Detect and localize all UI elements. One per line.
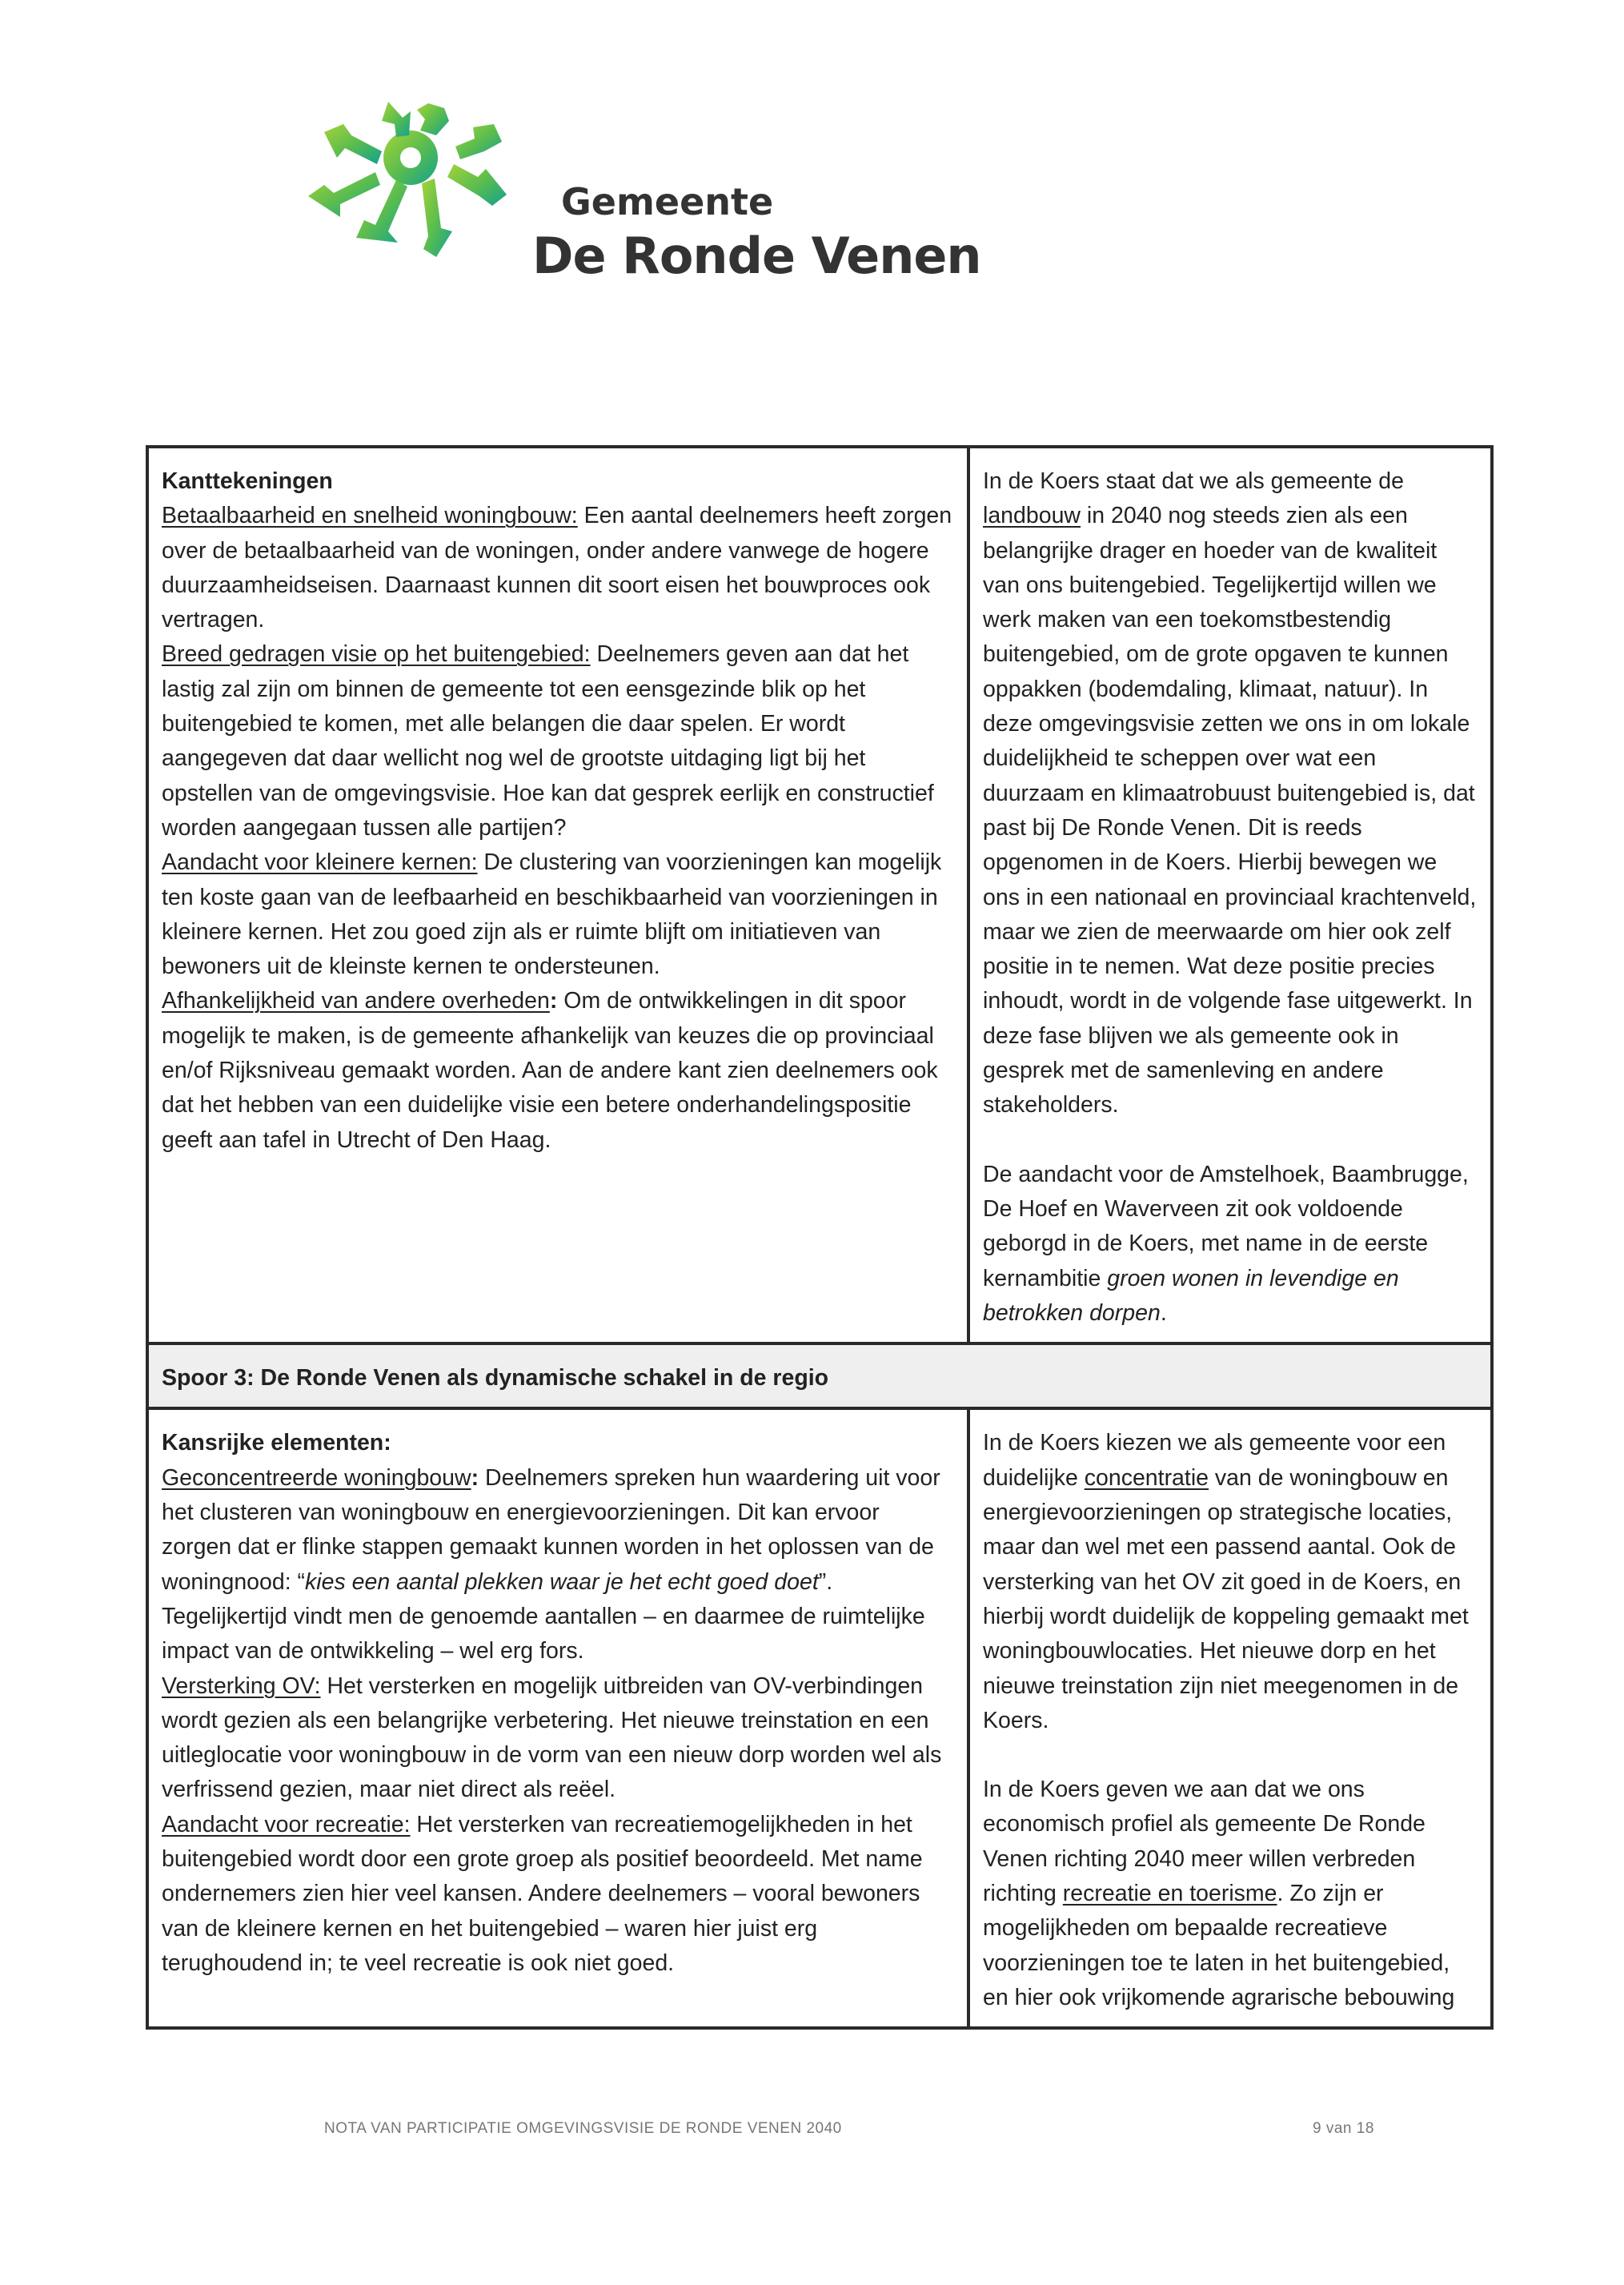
italic-term: groen wonen in levendige en betrokken dorpen bbox=[983, 1265, 1399, 1326]
response-paragraph bbox=[983, 1426, 1478, 1738]
table-row bbox=[147, 1408, 1492, 2028]
list-item bbox=[162, 503, 952, 632]
item-text: ”. Tegelijkertijd vindt men de genoemde aantallen – en daarmee de ruimtelijke impact van de ontwikkeling – wel erg fors. bbox=[162, 1568, 925, 1665]
item-text: Om de ontwikkelingen in dit spoor mogelijk te maken, is de gemeente afhankelijk van keuzes die op provinciaal en/of Rijksniveau gemaakt worden. Aan de andere kant zien deelnemers ook dat het hebben van een duidelijke visie een betere onderhandelingspositie geeft aan tafel in Utrecht of Den Haag. bbox=[162, 988, 938, 1153]
item-title: Afhankelijkheid van andere overheden bbox=[162, 988, 550, 1014]
item-text: Het versterken van recreatiemogelijkheden in het buitengebied wordt door een grote groep als positief beoordeeld. Met name ondernemers zien hier veel kansen. Andere deelnemers – vooral bewoners van de kleinere kernen en het buitengebied – waren hier juist erg terughoudend in; te veel recreatie is ook niet goed. bbox=[162, 1811, 923, 1976]
item-text: Een aantal deelnemers heeft zorgen over de betaalbaarheid van de woningen, onder andere vanwege de hogere duurzaamheidseisen. Daarnaast kunnen dit soort eisen het bouwproces ook vertragen. bbox=[162, 503, 952, 633]
underlined-term: concentratie bbox=[1084, 1464, 1209, 1491]
underlined-term: recreatie en toerisme bbox=[1062, 1880, 1277, 1906]
cell-heading: Kansrijke elementen: bbox=[162, 1430, 391, 1456]
logo-wordmark bbox=[532, 178, 981, 287]
participation-table bbox=[146, 445, 1494, 2030]
table-row bbox=[147, 447, 1492, 1343]
footer-page-number: 9 van 18 bbox=[1313, 2120, 1374, 2137]
response-paragraph bbox=[983, 1158, 1478, 1331]
list-item bbox=[162, 1465, 940, 1664]
text-span: In de Koers geven we aan dat we ons economisch profiel als gemeente De Ronde Venen richting 2040 meer willen verbreden richting bbox=[983, 1777, 1426, 1906]
gemeente-logo-icon bbox=[308, 100, 516, 260]
item-text: Het versterken en mogelijk uitbreiden van OV-verbindingen wordt gezien als een belangrijke verbetering. Het nieuwe treinstation en een uitleglocatie voor woningbouw in de vorm van een nieuw dorp worden wel als verfrissend gezien, maar niet direct als reëel. bbox=[162, 1673, 942, 1803]
italic-quote: kies een aantal plekken waar je het echt goed doet bbox=[305, 1568, 819, 1595]
list-item bbox=[162, 1673, 941, 1803]
list-item bbox=[162, 641, 934, 840]
underlined-term: landbouw bbox=[983, 503, 1081, 529]
text-span: . Zo zijn er mogelijkheden om bepaalde recreatieve voorzieningen toe te laten in het buitengebied, en hier ook vrijkomende agrarische bebouwing bbox=[983, 1880, 1455, 2010]
item-title: Breed gedragen visie op het buitengebied: bbox=[162, 641, 591, 668]
response-cell bbox=[968, 447, 1492, 1343]
text-span: . bbox=[1160, 1299, 1167, 1326]
response-paragraph bbox=[983, 1773, 1478, 2015]
list-item bbox=[162, 1812, 923, 1976]
kanttekeningen-cell bbox=[147, 447, 968, 1343]
item-title: Betaalbaarheid en snelheid woningbouw: bbox=[162, 503, 578, 529]
item-colon: : bbox=[549, 988, 558, 1014]
logo-line-name: De Ronde Venen bbox=[532, 227, 981, 285]
cell-heading: Kanttekeningen bbox=[162, 468, 333, 494]
text-span: De aandacht voor de Amstelhoek, Baambrugge, De Hoef en Waverveen zit ook voldoende geborgd in de Koers, met name in de eerste kernambitie bbox=[983, 1161, 1469, 1291]
item-title: Versterking OV: bbox=[162, 1673, 321, 1699]
section-heading: Spoor 3: De Ronde Venen als dynamische schakel in de regio bbox=[147, 1343, 1492, 1408]
kansrijke-elementen-cell bbox=[147, 1408, 968, 2028]
text-span: in 2040 nog steeds zien als een belangrijke drager en hoeder van de kwaliteit van ons buitengebied. Tegelijkertijd willen we werk maken van een toekomstbestendig buitengebied, om de grote opgaven te kunnen oppakken (bodemdaling, klimaat, natuur). In deze omgevingsvisie zetten we ons in om lokale duidelijkheid te scheppen over wat een duurzaam en klimaatrobuust buitengebied is, dat past bij De Ronde Venen. Dit is reeds opgenomen in de Koers. Hierbij bewegen we ons in een nationaal en provinciaal krachtenveld, maar we zien de meerwaarde om hier ook zelf positie in te nemen. Wat deze positie precies inhoudt, wordt in de volgende fase uitgewerkt. In deze fase blijven we als gemeente ook in gesprek met de samenleving en andere stakeholders. bbox=[983, 503, 1477, 1118]
footer-document-title: NOTA VAN PARTICIPATIE OMGEVINGSVISIE DE RONDE VENEN 2040 bbox=[324, 2120, 842, 2137]
list-item bbox=[162, 988, 938, 1152]
item-text: De clustering van voorzieningen kan mogelijk ten koste gaan van de leefbaarheid en beschikbaarheid van voorzieningen in kleinere kernen. Het zou goed zijn als er ruimte blijft om initiatieven van bewoners uit de kleinste kernen te ondersteunen. bbox=[162, 849, 942, 980]
item-text: Deelnemers geven aan dat het lastig zal zijn om binnen de gemeente tot een eensgezinde blik op het buitengebied te komen, met alle belangen die daar spelen. Er wordt aangegeven dat daar wellicht nog wel de grootste uitdaging ligt bij het opstellen van de omgevingsvisie. Hoe kan dat gesprek eerlijk en constructief worden aangegaan tussen alle partijen? bbox=[162, 641, 934, 841]
response-paragraph bbox=[983, 464, 1478, 1123]
section-row bbox=[147, 1343, 1492, 1408]
item-title: Aandacht voor kleinere kernen: bbox=[162, 849, 478, 876]
text-span: In de Koers kiezen we als gemeente voor een duidelijke bbox=[983, 1430, 1446, 1491]
logo-line-gemeente: Gemeente bbox=[561, 180, 774, 223]
text-span: van de woningbouw en energievoorzieningen op strategische locaties, maar dan wel met een passend aantal. Ook de versterking van het OV zit goed in de Koers, en hierbij wordt duidelijk de koppeling gemaakt met woningbouwlocaties. Het nieuwe dorp en het nieuwe treinstation zijn niet meegenomen in de Koers. bbox=[983, 1464, 1469, 1733]
response-cell bbox=[968, 1408, 1492, 2028]
item-title: Aandacht voor recreatie: bbox=[162, 1811, 411, 1837]
text-span: In de Koers staat dat we als gemeente de bbox=[983, 468, 1404, 494]
list-item bbox=[162, 849, 941, 979]
item-colon: : bbox=[471, 1464, 479, 1491]
item-title: Geconcentreerde woningbouw bbox=[162, 1464, 471, 1491]
item-text: Deelnemers spreken hun waardering uit voor het clusteren van woningbouw en energievoorzieningen. Dit kan ervoor zorgen dat er flinke stappen gemaakt kunnen worden in het oplossen van de woningnood: “ bbox=[162, 1464, 940, 1595]
